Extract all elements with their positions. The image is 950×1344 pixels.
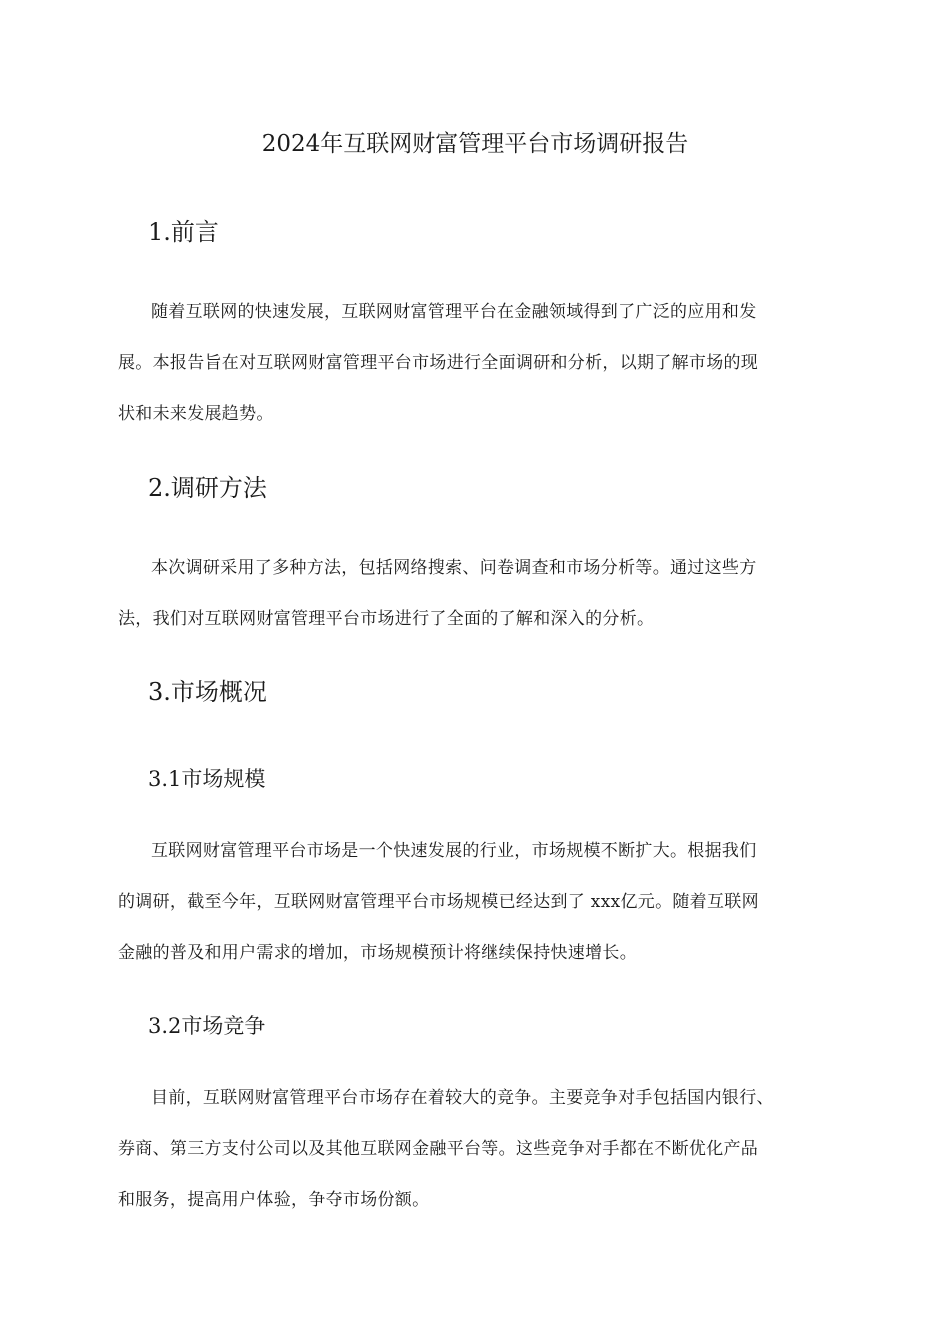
- section-heading-overview: 3.市场概况: [148, 678, 267, 706]
- section-paragraph-preface: [118, 287, 843, 440]
- paragraph-line: 和服务，提高用户体验，争夺市场份额。: [118, 1190, 430, 1210]
- subsection-heading-competition: 3.2市场竞争: [148, 1014, 266, 1038]
- paragraph-line: 本次调研采用了多种方法，包括网络搜索、问卷调查和市场分析等。通过这些方: [151, 558, 757, 578]
- paragraph-line: 互联网财富管理平台市场是一个快速发展的行业，市场规模不断扩大。根据我们: [151, 841, 757, 861]
- paragraph-line: 金融的普及和用户需求的增加，市场规模预计将继续保持快速增长。: [118, 943, 637, 963]
- paragraph-line: 法，我们对互联网财富管理平台市场进行了全面的了解和深入的分析。: [118, 609, 655, 629]
- subsection-paragraph-competition: [118, 1073, 843, 1226]
- subsection-heading-scale: 3.1市场规模: [148, 767, 266, 791]
- paragraph-line: 券商、第三方支付公司以及其他互联网金融平台等。这些竞争对手都在不断优化产品: [118, 1139, 759, 1159]
- section-paragraph-method: [118, 543, 843, 645]
- paragraph-line: 状和未来发展趋势。: [118, 404, 274, 424]
- section-heading-preface: 1.前言: [148, 218, 219, 246]
- paragraph-line: 随着互联网的快速发展，互联网财富管理平台在金融领域得到了广泛的应用和发: [151, 302, 757, 322]
- section-heading-method: 2.调研方法: [148, 474, 267, 502]
- paragraph-line: 目前，互联网财富管理平台市场存在着较大的竞争。主要竞争对手包括国内银行、: [151, 1088, 774, 1108]
- subsection-paragraph-scale: [118, 826, 843, 979]
- paragraph-line: 的调研，截至今年，互联网财富管理平台市场规模已经达到了 xxx亿元。随着互联网: [118, 892, 759, 912]
- paragraph-line: 展。本报告旨在对互联网财富管理平台市场进行全面调研和分析，以期了解市场的现: [118, 353, 759, 373]
- document-title: 2024年互联网财富管理平台市场调研报告: [261, 131, 689, 157]
